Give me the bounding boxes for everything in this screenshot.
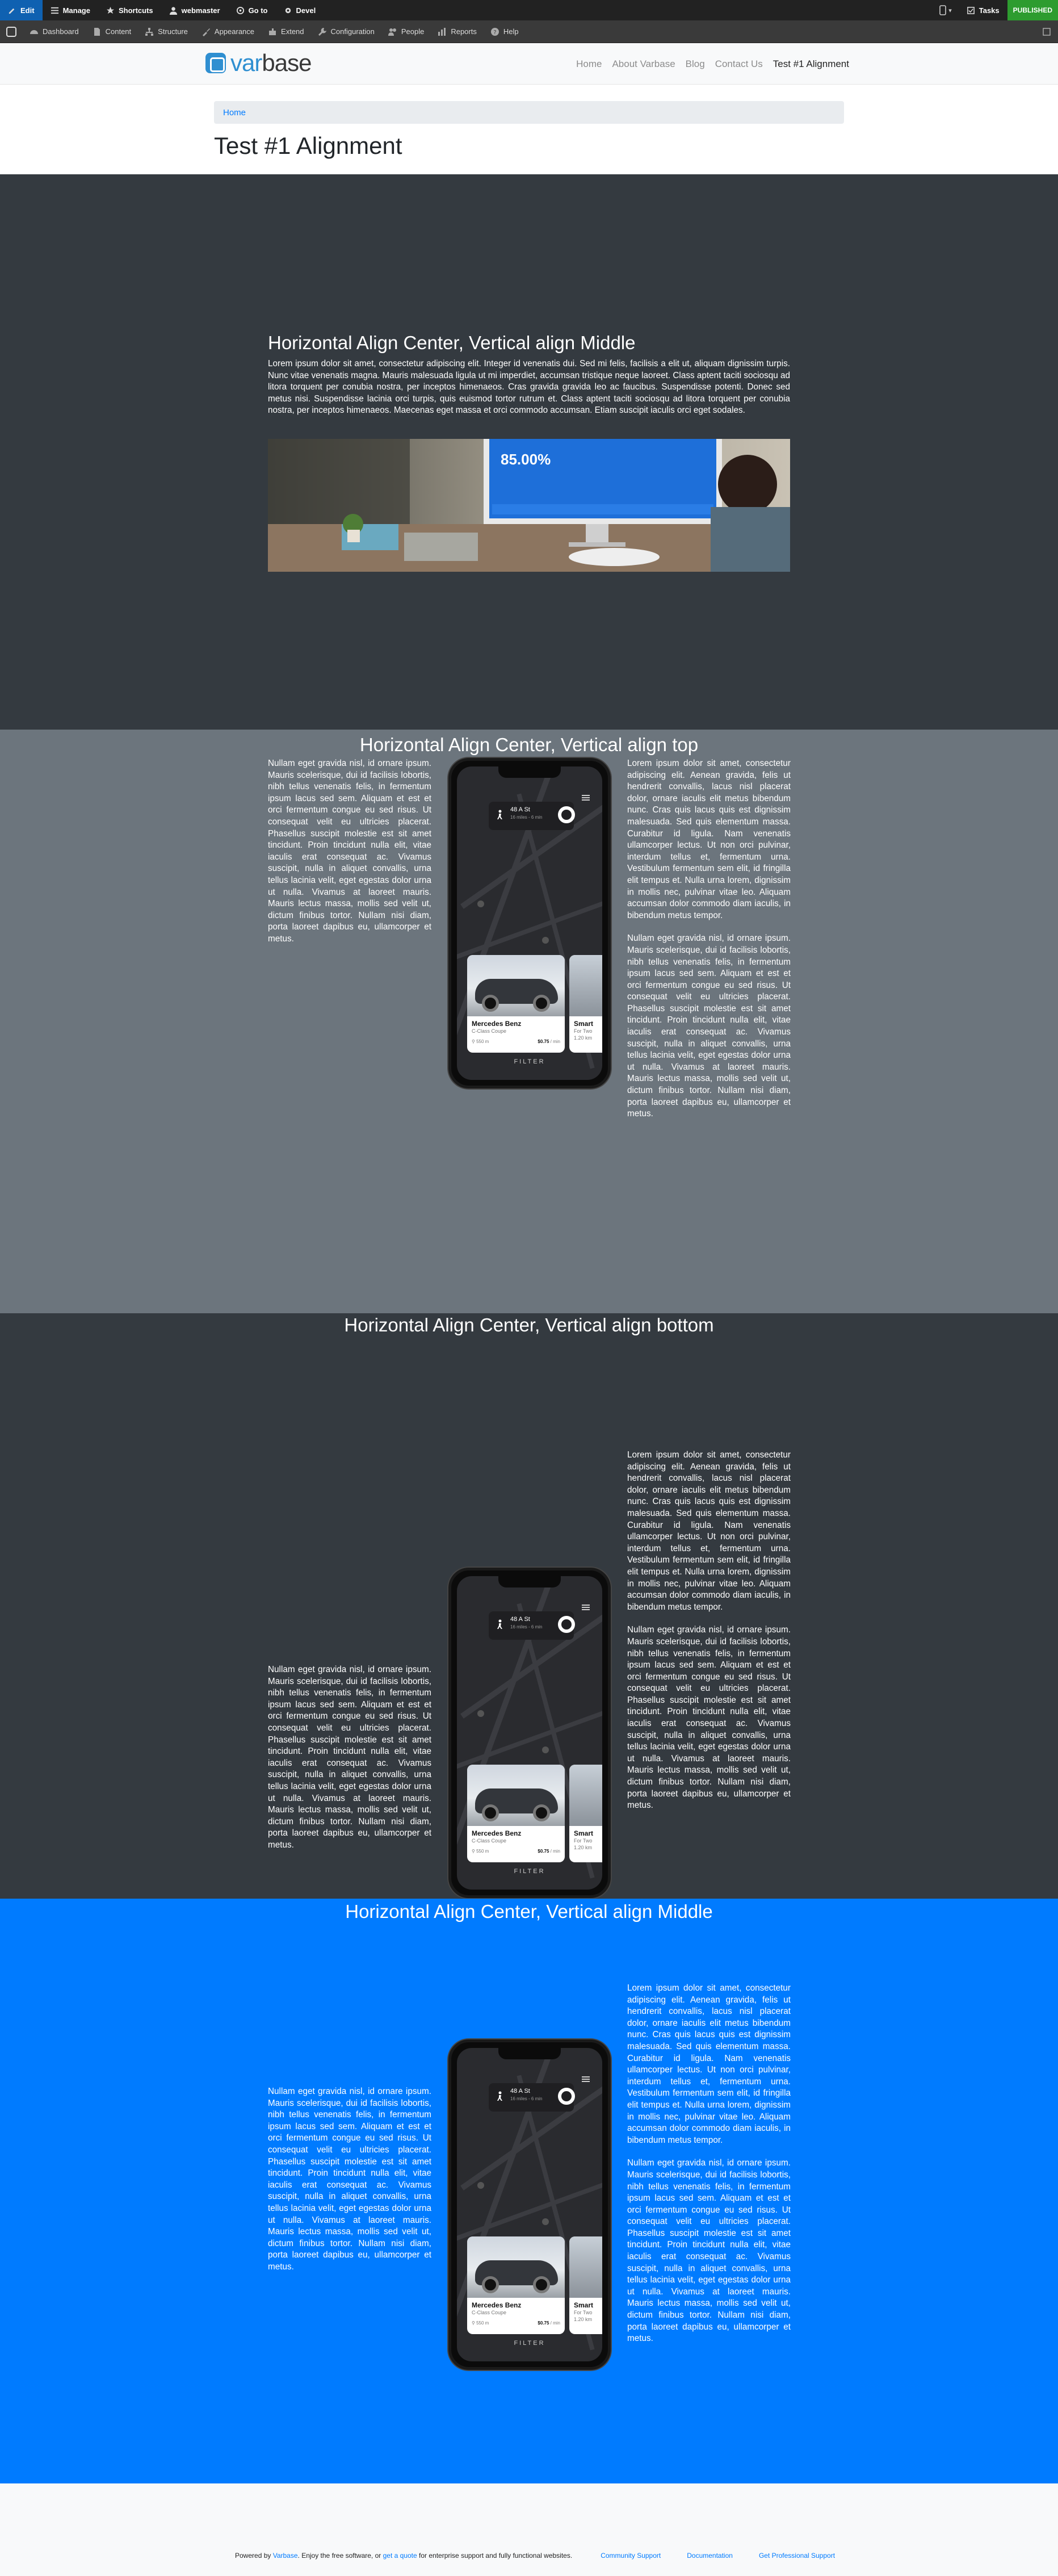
phone-screen	[457, 1576, 602, 1890]
car-photo	[467, 1765, 565, 1826]
section-title: Horizontal Align Center, Vertical align bottom	[344, 1314, 714, 1335]
car-photo	[467, 955, 565, 1016]
drupal-home-button[interactable]	[0, 20, 23, 43]
site-header	[0, 44, 1058, 85]
phone-notch	[498, 2048, 561, 2059]
car-name: Smart	[574, 1829, 594, 1837]
menu-icon[interactable]	[582, 795, 590, 801]
site-logo[interactable]	[205, 49, 312, 76]
left-text: Nullam eget gravida nisl, id ornare ipsum. Mauris scelerisque, dui id facilisis lobortis, nibh tellus venenatis felis, in fermentum ipsum lacus sed sem. Aliquam et est et orci fermentum congue eu sed risus. Ut consequat velit eu ultricies placerat. Phasellus suscipit molestie est sit amet tincidunt. Proin tincidunt nulla elit, vitae iaculis erat consequat ac. Vivamus suscipit, nulla in aliquet convallis, urna tellus lacinia velit, eget egestas dolor urna ut nulla. Vivamus at laoreet mauris. Mauris lectus massa, mollis sed velit ut, dictum finibus tortor. Nullam nisi diam, porta laoreet dapibus eu, ullamcorper et metus.	[268, 759, 431, 944]
wrench-icon	[318, 27, 327, 36]
tray-item-label: Help	[503, 27, 519, 36]
walk-icon	[496, 1619, 503, 1630]
section-align-top	[0, 730, 1058, 1313]
right-text-1: Lorem ipsum dolor sit amet, consectetur adipiscing elit. Aenean gravida, felis ut hendrerit convallis, lacus nisl placerat dolor, ornare iaculis elit metus bibendum nunc. Cras quis lacus quis est dignissim malesuada. Sed quis elementum massa. Curabitur id ligula. Nam venenatis ullamcorper lectus. Ut non orci pulvinar, interdum tellus et, fermentum urna. Vestibulum fermentum sem elit, id fringilla elit tempus et. Nulla urna lorem, dignissim in mollis nec, pulvinar vitae leo. Aliquam accumsan dolor commodo diam iaculis, in bibendum metus tempor.	[627, 1450, 791, 1612]
route-title: 48 A St	[510, 2088, 530, 2095]
footer-varbase-link[interactable]: Varbase	[272, 2552, 298, 2560]
footer-link-documentation[interactable]: Documentation	[687, 2552, 733, 2560]
car-model: C-Class Coupe	[472, 1838, 507, 1844]
route-card	[489, 2083, 574, 2112]
left-text-column	[268, 758, 431, 957]
footer-link-community[interactable]: Community Support	[601, 2552, 661, 2560]
car-photo	[569, 2236, 602, 2298]
filter-button[interactable]: FILTER	[514, 1868, 545, 1875]
car-meta	[467, 1844, 565, 1854]
chevron-down-icon: ▾	[948, 7, 952, 14]
toolbar-user[interactable]	[161, 0, 228, 20]
tray-item-structure[interactable]	[138, 20, 195, 43]
car-model: For Two	[574, 2310, 593, 2315]
structure-icon	[145, 27, 154, 36]
section-align-middle-image	[0, 174, 1058, 730]
walk-icon	[496, 2091, 503, 2101]
car-distance-value: 1.20 km	[574, 2317, 593, 2322]
tasks-icon	[967, 6, 975, 15]
car-model: For Two	[574, 1838, 593, 1844]
tray-item-label: Content	[105, 27, 132, 36]
route-subtitle: 16 miles - 6 min	[510, 2096, 543, 2101]
toolbar-tasks[interactable]	[959, 0, 1007, 20]
toolbar-manage[interactable]	[43, 0, 98, 20]
main-navigation	[576, 58, 849, 70]
map-marker	[477, 2182, 484, 2189]
car-price	[538, 1039, 560, 1044]
walk-icon: ⚲	[472, 2321, 475, 2326]
toolbar-right	[933, 0, 1058, 20]
phone-screen	[457, 2048, 602, 2361]
section-title: Horizontal Align Center, Vertical align top	[359, 734, 699, 755]
location-ring-icon[interactable]	[558, 2088, 575, 2105]
car-model: For Two	[574, 1028, 593, 1034]
route-card	[489, 1611, 574, 1640]
phone-mockup	[448, 1568, 611, 1898]
footer-powered-by: Powered by	[235, 2552, 271, 2560]
phone-notch	[498, 1576, 561, 1588]
logo-text-base: base	[262, 49, 312, 76]
pencil-icon	[8, 6, 16, 15]
menu-icon	[51, 6, 59, 15]
left-text: Nullam eget gravida nisl, id ornare ipsum. Mauris scelerisque, dui id facilisis lobortis, nibh tellus venenatis felis, in fermentum ipsum lacus sed sem. Aliquam et est et orci fermentum congue eu sed risus. Ut consequat velit eu ultricies placerat. Phasellus suscipit molestie est sit amet tincidunt. Proin tincidunt nulla elit, vitae iaculis erat consequat ac. Vivamus suscipit, nulla in aliquet convallis, urna tellus lacinia velit, eget egestas dolor urna ut nulla. Vivamus at laoreet mauris. Mauris lectus massa, mollis sed velit ut, dictum finibus tortor. Nullam nisi diam, porta laoreet dapibus eu, ullamcorper et metus.	[268, 2087, 431, 2272]
tray-item-reports[interactable]	[431, 20, 484, 43]
car-wheel	[533, 2276, 550, 2293]
toolbar-devel[interactable]	[276, 0, 324, 20]
footer-credit	[235, 2552, 572, 2560]
car-distance	[472, 1849, 489, 1854]
route-subtitle: 16 miles - 6 min	[510, 1624, 543, 1630]
car-card[interactable]	[467, 955, 565, 1053]
car-distance	[472, 1039, 489, 1044]
footer-mid-text: . Enjoy the free software, or	[297, 2552, 381, 2560]
walk-icon	[496, 810, 503, 820]
tray-item-label: Dashboard	[43, 27, 79, 36]
tray-item-content[interactable]	[86, 20, 138, 43]
svg-text:?: ?	[493, 29, 497, 36]
car-price-value: $0.75	[538, 1039, 549, 1044]
route-card	[489, 802, 574, 830]
car-distance-value: 550 m	[476, 1039, 489, 1044]
car-card[interactable]	[467, 1765, 565, 1862]
map-marker	[477, 1710, 484, 1717]
car-meta	[467, 1034, 565, 1044]
logo-text	[230, 49, 312, 76]
nav-test-alignment[interactable]: Test #1 Alignment	[772, 58, 849, 69]
tray-item-help[interactable]	[484, 20, 526, 43]
car-model: C-Class Coupe	[472, 1028, 507, 1034]
mobile-icon	[939, 5, 946, 15]
tray-item-label: Reports	[451, 27, 477, 36]
varbase-logo-icon	[205, 53, 226, 73]
car-card-partial[interactable]	[569, 955, 602, 1053]
tray-item-label: Configuration	[330, 27, 375, 36]
footer-quote-link[interactable]: get a quote	[383, 2552, 417, 2560]
car-price	[538, 1849, 560, 1854]
left-text-column	[268, 2086, 431, 2285]
extend-icon	[268, 27, 277, 36]
car-price	[538, 2321, 560, 2326]
phone-notch	[498, 766, 561, 778]
toolbar-devel-label: Devel	[296, 6, 316, 15]
section-title: Horizontal Align Center, Vertical align Middle	[345, 1901, 713, 1922]
content-icon	[93, 27, 102, 36]
user-icon	[169, 6, 178, 15]
phone-mockup	[448, 2039, 611, 2370]
car-wheel	[482, 2276, 499, 2293]
car-distance-value: 1.20 km	[574, 1035, 593, 1041]
walk-icon: ⚲	[472, 1849, 475, 1854]
car-photo	[569, 955, 602, 1016]
office-photo-illustration	[268, 439, 790, 572]
nav-blog[interactable]: Blog	[685, 58, 705, 69]
nav-contact[interactable]: Contact Us	[715, 58, 763, 69]
tray-item-label: Appearance	[214, 27, 255, 36]
toolbar-manage-label: Manage	[62, 6, 90, 15]
car-distance-value: 1.20 km	[574, 1845, 593, 1850]
help-icon	[490, 27, 499, 36]
nav-about[interactable]: About Varbase	[612, 58, 675, 69]
admin-toolbar	[0, 0, 1058, 20]
car-wheel	[482, 995, 499, 1012]
tray-item-label: People	[401, 27, 425, 36]
car-distance-value: 550 m	[476, 1849, 489, 1854]
star-icon	[106, 6, 115, 15]
appearance-icon	[201, 27, 211, 36]
right-text-column	[627, 1450, 791, 1823]
office-photo	[268, 439, 790, 572]
phone-mockup	[448, 758, 611, 1088]
right-text-column	[627, 758, 791, 1132]
route-title: 48 A St	[510, 1616, 530, 1623]
car-name: Smart	[574, 1020, 594, 1028]
car-card-partial[interactable]	[569, 2236, 602, 2334]
car-price-value: $0.75	[538, 2321, 549, 2326]
menu-icon[interactable]	[582, 2076, 590, 2082]
footer-tail-text: for enterprise support and fully functional websites.	[419, 2552, 573, 2560]
breadcrumb-home[interactable]: Home	[223, 107, 246, 118]
footer-row	[235, 2552, 835, 2560]
tray-item-dashboard[interactable]	[23, 20, 86, 43]
map-marker	[542, 1746, 549, 1753]
location-ring-icon[interactable]	[558, 1616, 575, 1633]
section-text: Lorem ipsum dolor sit amet, consectetur adipiscing elit. Integer id venenatis dui. Sed mi felis, facilisis a elit ut, aliquam dignissim turpis. Nunc vitae venenatis magna. Mauris malesuada ligula ut mi imperdiet, accumsan tristique neque laoreet. Class aptent taciti sociosqu ad litora torquent per conubia nostra, per inceptos himenaeos. Cras gravida gravida leo ac faucibus. Suspendisse potenti. Donec sed metus nisi. Suspendisse lacinia orci turpis, quis euismod tortor rutrum et. Class aptent taciti sociosqu ad litora torquent per conubia nostra, per inceptos himenaeos. Maecenas eget massa et orci commodo accumsan. Etiam suscipit iaculis orci eget sodales.	[268, 359, 790, 416]
car-wheel	[533, 995, 550, 1012]
toolbar-edit-label: Edit	[20, 6, 35, 15]
collapse-icon	[1043, 28, 1051, 36]
car-photo	[467, 2236, 565, 2298]
screen-stat: 85.00%	[501, 451, 551, 468]
tray-item-configuration[interactable]	[311, 20, 381, 43]
section-align-bottom	[0, 1313, 1058, 1899]
right-text-1: Lorem ipsum dolor sit amet, consectetur adipiscing elit. Aenean gravida, felis ut hendrerit convallis, lacus nisl placerat dolor, ornare iaculis elit metus bibendum nunc. Cras quis lacus quis est dignissim malesuada. Sed quis elementum massa. Curabitur id ligula. Nam venenatis ullamcorper lectus. Ut non orci pulvinar, interdum tellus et, fermentum urna. Vestibulum fermentum sem elit, id fringilla elit tempus et. Nulla urna lorem, dignissim in mollis nec, pulvinar vitae leo. Aliquam accumsan dolor commodo diam iaculis, in bibendum metus tempor.	[627, 1983, 791, 2145]
nav-home[interactable]: Home	[576, 58, 602, 69]
car-photo	[569, 1765, 602, 1826]
car-name: Mercedes Benz	[472, 1020, 522, 1028]
admin-tray	[0, 20, 1058, 43]
map-marker	[477, 900, 484, 907]
people-icon	[388, 27, 397, 36]
right-text-1: Lorem ipsum dolor sit amet, consectetur adipiscing elit. Aenean gravida, felis ut hendrerit convallis, lacus nisl placerat dolor, ornare iaculis elit metus bibendum nunc. Cras quis lacus quis est dignissim malesuada. Sed quis elementum massa. Curabitur id ligula. Nam venenatis ullamcorper lectus. Ut non orci pulvinar, interdum tellus et, fermentum urna. Vestibulum fermentum sem elit, id fringilla elit tempus et. Nulla urna lorem, dignissim in mollis nec, pulvinar vitae leo. Aliquam accumsan dolor commodo diam iaculis, in bibendum metus tempor.	[627, 759, 791, 920]
dashboard-icon	[30, 27, 39, 36]
toolbar-shortcuts-label: Shortcuts	[118, 6, 153, 15]
left-text-column	[268, 1664, 431, 1863]
walk-icon: ⚲	[472, 1039, 475, 1044]
right-text-2: Nullam eget gravida nisl, id ornare ipsum. Mauris scelerisque, dui id facilisis lobortis, nibh tellus venenatis felis, in fermentum ipsum lacus sed sem. Aliquam et est et orci fermentum congue eu sed risus. Ut consequat velit eu ultricies placerat. Phasellus suscipit molestie est sit amet tincidunt. Proin tincidunt nulla elit, vitae iaculis erat consequat ac. Vivamus suscipit, nulla in aliquet convallis, urna tellus lacinia velit, eget egestas dolor urna ut nulla. Vivamus at laoreet mauris. Mauris lectus massa, mollis sed velit ut, dictum finibus tortor. Nullam nisi diam, porta laoreet dapibus eu, ullamcorper et metus.	[627, 2158, 791, 2344]
tray-item-label: Structure	[158, 27, 188, 36]
footer-link-professional[interactable]: Get Professional Support	[758, 2552, 836, 2560]
breadcrumb	[214, 101, 844, 124]
tray-item-extend[interactable]	[261, 20, 310, 43]
tray-item-appearance[interactable]	[195, 20, 261, 43]
device-preview-button[interactable]	[933, 5, 959, 15]
right-text-2: Nullam eget gravida nisl, id ornare ipsum. Mauris scelerisque, dui id facilisis lobortis, nibh tellus venenatis felis, in fermentum ipsum lacus sed sem. Aliquam et est et orci fermentum congue eu sed risus. Ut consequat velit eu ultricies placerat. Phasellus suscipit molestie est sit amet tincidunt. Proin tincidunt nulla elit, vitae iaculis erat consequat ac. Vivamus suscipit, nulla in aliquet convallis, urna tellus lacinia velit, eget egestas dolor urna ut nulla. Vivamus at laoreet mauris. Mauris lectus massa, mollis sed velit ut, dictum finibus tortor. Nullam nisi diam, porta laoreet dapibus eu, ullamcorper et metus.	[627, 1625, 791, 1811]
toolbar-goto-label: Go to	[248, 6, 268, 15]
tray-item-label: Extend	[281, 27, 304, 36]
car-name: Mercedes Benz	[472, 1829, 522, 1837]
car-distance-value: 550 m	[476, 2321, 489, 2326]
page-title: Test #1 Alignment	[214, 132, 402, 159]
right-text-column	[627, 1983, 791, 2356]
right-text-2: Nullam eget gravida nisl, id ornare ipsum. Mauris scelerisque, dui id facilisis lobortis, nibh tellus venenatis felis, in fermentum ipsum lacus sed sem. Aliquam et est et orci fermentum congue eu sed risus. Ut consequat velit eu ultricies placerat. Phasellus suscipit molestie est sit amet tincidunt. Proin tincidunt nulla elit, vitae iaculis erat consequat ac. Vivamus suscipit, nulla in aliquet convallis, urna tellus lacinia velit, eget egestas dolor urna ut nulla. Vivamus at laoreet mauris. Mauris lectus massa, mollis sed velit ut, dictum finibus tortor. Nullam nisi diam, porta laoreet dapibus eu, ullamcorper et metus.	[627, 933, 791, 1119]
section-title: Horizontal Align Center, Vertical align Middle	[268, 332, 636, 353]
route-title: 48 A St	[510, 806, 530, 813]
home-icon	[6, 27, 16, 37]
toolbar-user-label: webmaster	[181, 6, 220, 15]
goto-icon	[236, 6, 245, 15]
car-card[interactable]	[467, 2236, 565, 2334]
car-price-value: $0.75	[538, 1849, 549, 1854]
car-price-unit: / min	[550, 2321, 560, 2326]
map-marker	[542, 2218, 549, 2225]
section-align-middle-blue	[0, 1899, 1058, 2483]
car-name: Mercedes Benz	[472, 2301, 522, 2309]
footer-links	[601, 2552, 835, 2560]
status-badge: PUBLISHED	[1007, 0, 1058, 20]
location-ring-icon[interactable]	[558, 806, 575, 823]
site-footer	[0, 2483, 1058, 2576]
car-name: Smart	[574, 2301, 594, 2309]
map-marker	[542, 937, 549, 944]
gear-icon	[284, 6, 292, 15]
car-wheel	[482, 1804, 499, 1821]
logo-text-var: var	[230, 49, 262, 76]
filter-button[interactable]: FILTER	[514, 2340, 545, 2347]
car-model: C-Class Coupe	[472, 2310, 507, 2315]
car-price-unit: / min	[550, 1039, 560, 1044]
reports-icon	[438, 27, 447, 36]
filter-button[interactable]: FILTER	[514, 1058, 545, 1065]
car-wheel	[533, 1804, 550, 1821]
car-card-partial[interactable]	[569, 1765, 602, 1862]
car-meta	[467, 2316, 565, 2326]
toolbar-edit[interactable]	[0, 0, 43, 20]
toolbar-tasks-label: Tasks	[979, 6, 1000, 15]
car-price-unit: / min	[550, 1849, 560, 1854]
tray-orientation-toggle[interactable]	[1035, 20, 1058, 43]
phone-screen	[457, 766, 602, 1080]
route-subtitle: 16 miles - 6 min	[510, 815, 543, 820]
left-text: Nullam eget gravida nisl, id ornare ipsum. Mauris scelerisque, dui id facilisis lobortis, nibh tellus venenatis felis, in fermentum ipsum lacus sed sem. Aliquam et est et orci fermentum congue eu sed risus. Ut consequat velit eu ultricies placerat. Phasellus suscipit molestie est sit amet tincidunt. Proin tincidunt nulla elit, vitae iaculis erat consequat ac. Vivamus suscipit, nulla in aliquet convallis, urna tellus lacinia velit, eget egestas dolor urna ut nulla. Vivamus at laoreet mauris. Mauris lectus massa, mollis sed velit ut, dictum finibus tortor. Nullam nisi diam, porta laoreet dapibus eu, ullamcorper et metus.	[268, 1665, 431, 1850]
toolbar-shortcuts[interactable]	[98, 0, 161, 20]
car-distance	[472, 2321, 489, 2326]
toolbar-goto[interactable]	[228, 0, 276, 20]
menu-icon[interactable]	[582, 1605, 590, 1610]
tray-item-people[interactable]	[381, 20, 431, 43]
